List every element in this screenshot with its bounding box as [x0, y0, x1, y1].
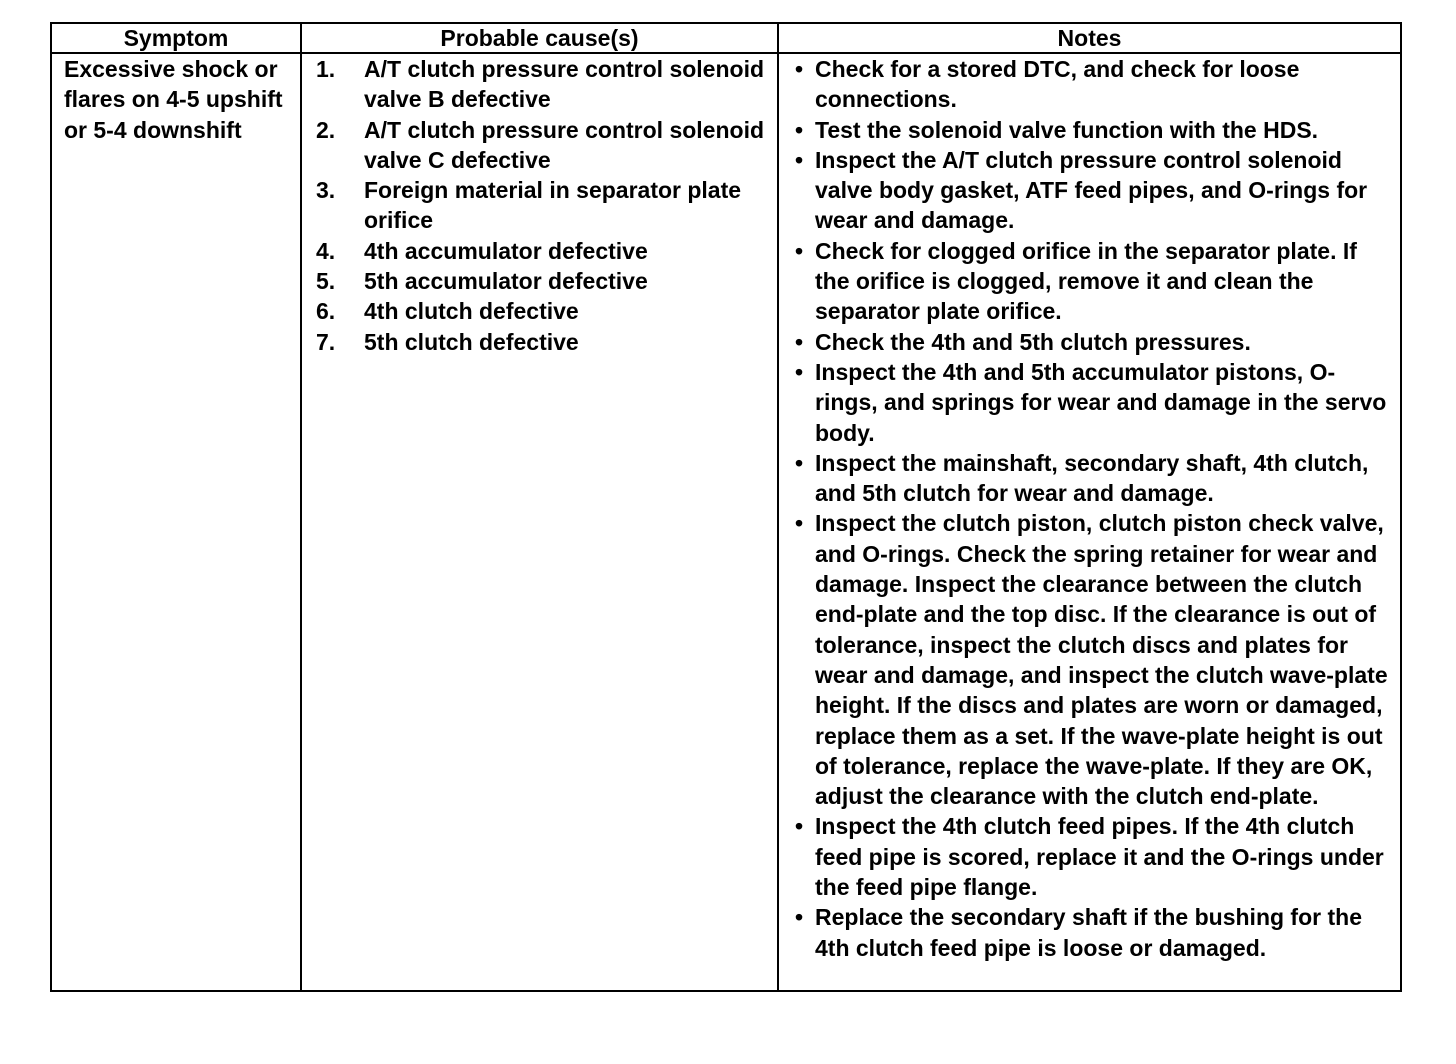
note-item: [791, 145, 1396, 236]
note-item: [791, 357, 1396, 448]
notes-list: [779, 54, 1400, 963]
bullet-icon: •: [795, 904, 804, 931]
cause-text: 4th clutch defective: [364, 298, 579, 325]
note-text: Replace the secondary shaft if the bushing for the 4th clutch feed pipe is loose or damaged.: [815, 904, 1362, 961]
cause-number: 2.: [316, 116, 336, 143]
causes-list: [302, 54, 777, 357]
bullet-icon: •: [795, 449, 804, 476]
cause-text: A/T clutch pressure control solenoid valve C defective: [364, 116, 765, 173]
cause-item: [316, 54, 767, 115]
note-item: [791, 448, 1396, 509]
note-item: [791, 115, 1396, 145]
note-text: Test the solenoid valve function with the HDS.: [815, 116, 1319, 143]
cause-text: A/T clutch pressure control solenoid valve B defective: [364, 56, 765, 113]
header-probable-causes: Probable cause(s): [301, 23, 778, 53]
note-item: [791, 508, 1396, 811]
causes-cell: [301, 53, 778, 991]
symptom-text: Excessive shock or flares on 4-5 upshift or 5-4 downshift: [64, 56, 283, 143]
note-item: [791, 236, 1396, 327]
bullet-icon: •: [795, 813, 804, 840]
cause-text: 5th accumulator defective: [364, 268, 648, 295]
cause-item: [316, 175, 767, 236]
note-text: Check for clogged orifice in the separator plate. If the orifice is clogged, remove it and clean the separator plate orifice.: [815, 237, 1357, 325]
cause-item: [316, 327, 767, 357]
cause-number: 4.: [316, 237, 336, 264]
note-text: Inspect the clutch piston, clutch piston check valve, and O-rings. Check the spring retainer for wear and damage. Inspect the clearance between the clutch end-plate and the top disc. If the clearance is out of tolerance, inspect the clutch discs and plates for wear and damage, and inspect the clutch wave-plate height. If the discs and plates are worn or damaged, replace them as a set. If the wave-plate height is out of tolerance, replace the wave-plate. If they are OK, adjust the clearance with the clutch end-plate.: [815, 510, 1388, 810]
bullet-icon: •: [795, 56, 804, 82]
cause-number: 5.: [316, 268, 336, 295]
notes-cell: [778, 53, 1401, 991]
header-symptom: Symptom: [51, 23, 301, 53]
cause-item: [316, 266, 767, 296]
cause-number: 3.: [316, 177, 336, 204]
header-notes: Notes: [778, 23, 1401, 53]
symptom-cell: [51, 53, 301, 991]
cause-text: 4th accumulator defective: [364, 237, 648, 264]
bullet-icon: •: [795, 328, 804, 355]
note-item: [791, 54, 1396, 115]
cause-item: [316, 296, 767, 326]
note-item: [791, 902, 1396, 963]
note-text: Check for a stored DTC, and check for loose connections.: [815, 56, 1300, 113]
cause-text: 5th clutch defective: [364, 328, 579, 355]
note-text: Inspect the mainshaft, secondary shaft, 4th clutch, and 5th clutch for wear and damage.: [815, 449, 1369, 507]
cause-text: Foreign material in separator plate orifice: [364, 177, 742, 234]
note-text: Inspect the 4th and 5th accumulator pistons, O-rings, and springs for wear and damage in the servo body.: [815, 358, 1387, 446]
bullet-icon: •: [795, 358, 804, 385]
cause-item: [316, 236, 767, 266]
troubleshooting-table: [50, 22, 1402, 992]
note-item: [791, 811, 1396, 902]
note-text: Inspect the A/T clutch pressure control solenoid valve body gasket, ATF feed pipes, and O-rings for wear and damage.: [815, 146, 1368, 234]
note-text: Inspect the 4th clutch feed pipes. If the 4th clutch feed pipe is scored, replace it and the O-rings under the feed pipe flange.: [815, 813, 1384, 901]
bullet-icon: •: [795, 237, 804, 264]
table-row: [51, 53, 1401, 991]
bullet-icon: •: [795, 510, 804, 537]
bullet-icon: •: [795, 146, 804, 173]
note-text: Check the 4th and 5th clutch pressures.: [815, 328, 1251, 355]
bullet-icon: •: [795, 116, 804, 143]
cause-number: 7.: [316, 328, 336, 355]
cause-item: [316, 115, 767, 176]
note-item: [791, 327, 1396, 357]
troubleshooting-table-container: [50, 22, 1400, 992]
cause-number: 6.: [316, 298, 336, 325]
cause-number: 1.: [316, 56, 336, 82]
header-row: [51, 23, 1401, 53]
